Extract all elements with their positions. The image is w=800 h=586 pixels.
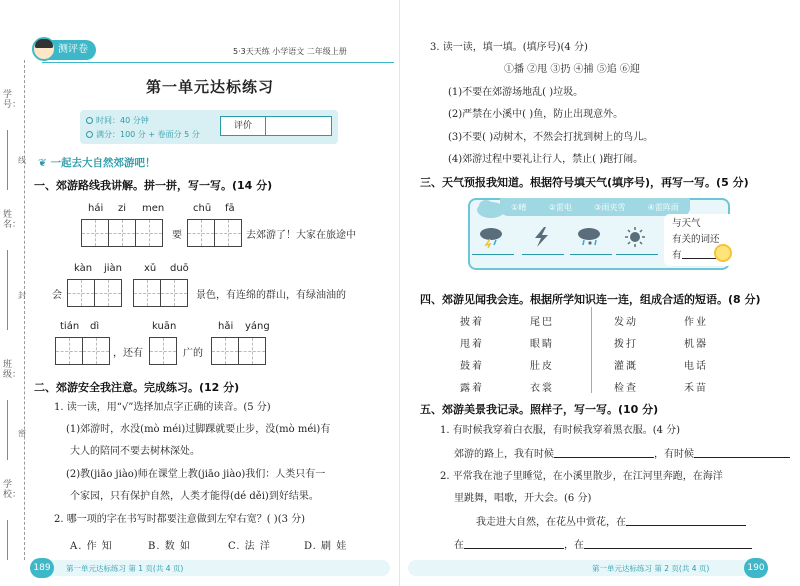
char-box[interactable]: [55, 337, 83, 365]
legend-sleet: ③雨夹雪: [594, 202, 626, 212]
pinyin: kuān: [152, 321, 177, 332]
pinyin: dì: [90, 321, 100, 332]
cloud-decoration-icon: [474, 196, 508, 220]
pinyin: chū: [193, 203, 212, 214]
weather-legend: [500, 198, 690, 216]
char-box[interactable]: [94, 279, 122, 307]
pinyin: tián: [60, 321, 80, 332]
answer-line[interactable]: [694, 447, 790, 458]
footer-text: 第一单元达标练习 第 1 页(共 4 页): [66, 564, 184, 573]
pinyin: hǎi: [218, 321, 234, 332]
answer-boxes[interactable]: [188, 219, 242, 247]
info-panel: [80, 110, 338, 144]
answer-line[interactable]: [554, 447, 654, 458]
binding-margin: [0, 60, 32, 560]
score-icon: [86, 131, 93, 138]
answer-line[interactable]: [584, 538, 752, 549]
sun-decoration-icon: [714, 244, 732, 262]
fill-line-3: (3)不要( )动树木，不然会打扰到树上的鸟儿。: [448, 132, 654, 143]
char-box[interactable]: [81, 219, 109, 247]
page-number: 189: [30, 558, 54, 578]
page-title: 第一单元达标练习: [145, 78, 274, 96]
binding-label-school: 学校：: [3, 480, 22, 500]
section2-q1-s1a: (1)郊游时，水没(mò méi)过脚踝就要止步，没(mò méi)有: [66, 424, 331, 435]
answer-boxes[interactable]: [150, 337, 177, 365]
legend-thunderstorm: ④雷阵雨: [647, 202, 679, 212]
binding-label-name: 姓名：: [3, 210, 22, 230]
footer-bar: [408, 560, 768, 576]
pinyin: jiàn: [104, 263, 123, 274]
match-word[interactable]: 禾苗: [684, 383, 708, 394]
section5-q1: 1. 有时候我穿着白衣服，有时候我穿着黑衣服。(4 分): [440, 425, 681, 436]
binding-mark-line: 线: [18, 156, 26, 165]
section1-heading: 一、郊游路线我讲解。拼一拼，写一写。(14 分): [34, 179, 273, 192]
section3-heading: 三、天气预报我知道。根据符号填天气(填序号)，再写一写。(5 分): [420, 176, 749, 189]
text: 会: [52, 290, 62, 301]
lightning-icon: [526, 226, 556, 248]
match-word[interactable]: 发动: [614, 317, 638, 328]
sleet-icon: [574, 226, 604, 248]
char-box[interactable]: [238, 337, 266, 365]
match-word[interactable]: 电话: [684, 361, 708, 372]
section2-heading: 二、郊游安全我注意。完成练习。(12 分): [34, 381, 240, 394]
option-b[interactable]: B. 数 如: [148, 541, 191, 552]
binding-label-id: 学号：: [3, 90, 22, 110]
theme-banner: ❦ 一起去大自然郊游吧！: [38, 157, 156, 169]
section2-q1-s1b: 大人的陪同不要去树林深处。: [70, 446, 200, 457]
fold-line: [24, 60, 25, 560]
text: ，还有: [113, 348, 143, 359]
option-d[interactable]: D. 刷 娃: [304, 541, 348, 552]
answer-boxes[interactable]: [82, 219, 163, 247]
leaf-icon: ❦: [38, 157, 51, 169]
weather-answer-line[interactable]: [570, 254, 612, 255]
match-divider: [591, 307, 592, 393]
score-info: 满分：100 分 + 卷面分 5 分: [86, 129, 200, 140]
section5-q2a: 2. 平常我在池子里睡觉，在小溪里散步，在江河里奔跑，在海洋: [440, 471, 723, 482]
binding-mark-seal: 封: [18, 291, 26, 300]
text: 广的: [183, 348, 203, 359]
match-word[interactable]: 披着: [460, 317, 484, 328]
text: 景色，有连绵的群山，有绿油油的: [196, 290, 346, 301]
student-avatar-icon: [32, 37, 56, 61]
time-info: 时间：40 分钟: [86, 115, 149, 126]
pinyin: zi: [118, 203, 127, 214]
eval-field[interactable]: [266, 116, 332, 136]
char-box[interactable]: [149, 337, 177, 365]
section5-q2-fill1: 我走进大自然，在花丛中赏花，在: [476, 515, 746, 529]
char-box[interactable]: [160, 279, 188, 307]
match-word[interactable]: 尾巴: [530, 317, 554, 328]
answer-boxes[interactable]: [212, 337, 266, 365]
pinyin: yáng: [245, 321, 270, 332]
binding-label-class: 班级：: [3, 360, 22, 380]
series-info: 5·3天天练 小学语文 二年级上册: [233, 47, 347, 56]
answer-boxes[interactable]: [134, 279, 188, 307]
answer-boxes[interactable]: [56, 337, 110, 365]
footer-text: 第一单元达标练习 第 2 页(共 4 页): [592, 564, 710, 573]
answer-line[interactable]: [626, 515, 746, 526]
char-box[interactable]: [67, 279, 95, 307]
binding-mark-secret: 密: [18, 429, 26, 438]
thunderstorm-icon: [476, 226, 506, 248]
pinyin: men: [142, 203, 165, 214]
section5-q2-fill2: 在 ，在: [454, 538, 752, 552]
text: 去郊游了！大家在旅途中: [246, 230, 356, 241]
section2-q1: 1. 读一读，用“√”选择加点字正确的读音。(5 分): [54, 402, 271, 413]
char-box[interactable]: [214, 219, 242, 247]
match-word[interactable]: 机器: [684, 339, 708, 350]
legend-lightning: ②雷电: [548, 202, 572, 212]
pinyin: hái: [88, 203, 104, 214]
section5-q2b: 里跳舞，唱歌，开大会。(6 分): [454, 493, 592, 504]
section5-heading: 五、郊游美景我记录。照样子，写一写。(10 分): [420, 403, 659, 416]
match-word[interactable]: 衣裳: [530, 383, 554, 394]
pinyin: fā: [225, 203, 235, 214]
match-word[interactable]: 检查: [614, 383, 638, 394]
option-a[interactable]: A. 作 知: [70, 541, 113, 552]
page-number: 190: [744, 558, 768, 578]
answer-line[interactable]: [464, 538, 564, 549]
match-word[interactable]: 作业: [684, 317, 708, 328]
section2-q1-s2b: 个家园，只有保护自然，人类才能得(dé děi)到好结果。: [70, 491, 319, 502]
char-box[interactable]: [82, 337, 110, 365]
section3-q-heading: 3. 读一读，填一填。(填序号)(4 分): [430, 42, 588, 53]
sun-icon: [620, 226, 650, 248]
text: 要: [172, 230, 182, 241]
match-word[interactable]: 鼓着: [460, 361, 484, 372]
char-box[interactable]: [133, 279, 161, 307]
fill-line-1: (1)不要在郊游场地乱( )垃圾。: [448, 87, 584, 98]
pinyin: xǔ: [144, 263, 157, 274]
char-box[interactable]: [187, 219, 215, 247]
weather-answer-line[interactable]: [616, 254, 658, 255]
match-word[interactable]: 拨打: [614, 339, 638, 350]
section5-q1-fill: 郊游的路上，我有时候 ，有时候: [454, 447, 790, 461]
match-word[interactable]: 露着: [460, 383, 484, 394]
section2-q1-s2a: (2)教(jiāo jiào)师在课堂上教(jiāo jiào)我们：人类只有一: [66, 469, 326, 480]
section4-heading: 四、郊游见闻我会连。根据所学知识连一连，组成合适的短语。(8 分): [420, 293, 761, 306]
match-word[interactable]: 肚皮: [530, 361, 554, 372]
answer-boxes[interactable]: [68, 279, 122, 307]
fill-options: ①播 ②甩 ③扔 ④捕 ⑤追 ⑥迎: [504, 64, 640, 75]
test-badge: 测评卷: [34, 40, 96, 60]
legend-sunny: ①晴: [511, 202, 527, 212]
header-rule: [42, 62, 394, 63]
section2-q2: 2. 哪一项的字在书写时都要注意做到左窄右宽？( )(3 分): [54, 514, 306, 525]
fill-line-2: (2)严禁在小溪中( )鱼，防止出现意外。: [448, 109, 624, 120]
weather-note: 与天气 有关的词还 有: [664, 214, 734, 266]
pinyin: kàn: [74, 263, 93, 274]
note-answer-line[interactable]: [682, 248, 716, 259]
match-word[interactable]: 灌溉: [614, 361, 638, 372]
weather-answer-line[interactable]: [522, 254, 564, 255]
char-box[interactable]: [135, 219, 163, 247]
char-box[interactable]: [211, 337, 239, 365]
match-word[interactable]: 甩着: [460, 339, 484, 350]
match-word[interactable]: 眼睛: [530, 339, 554, 350]
weather-answer-line[interactable]: [472, 254, 514, 255]
eval-label: 评价: [220, 116, 266, 136]
pinyin: duō: [170, 263, 189, 274]
char-box[interactable]: [108, 219, 136, 247]
option-c[interactable]: C. 法 洋: [228, 541, 271, 552]
clock-icon: [86, 117, 93, 124]
fill-line-4: (4)郊游过程中要礼让行人，禁止( )跑打闹。: [448, 154, 644, 165]
